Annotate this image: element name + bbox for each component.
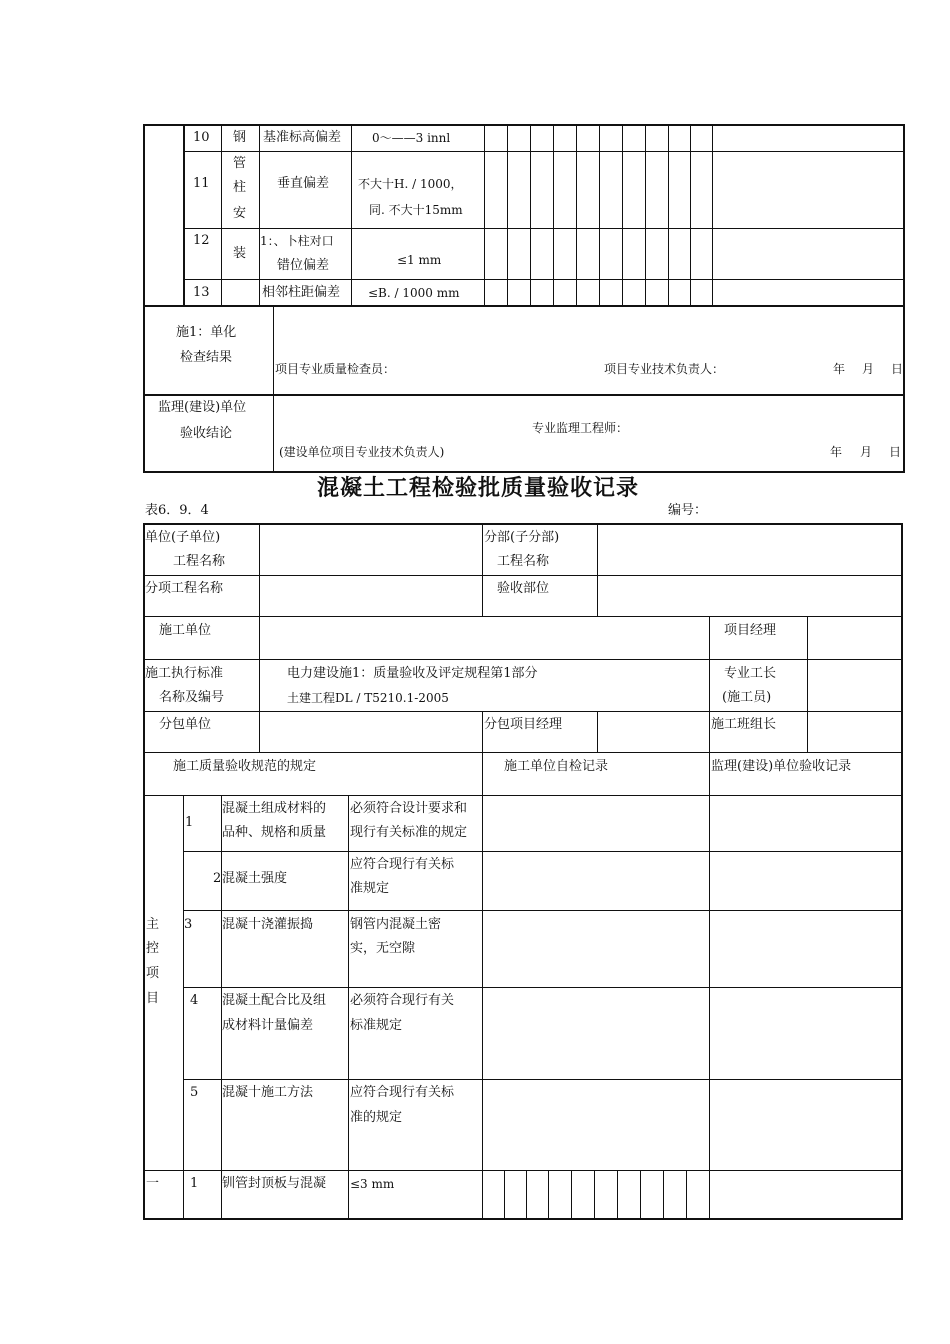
date-day: 日 [891, 362, 904, 376]
row-item: 相邻柱距偏差 [262, 285, 341, 300]
col-divider [597, 711, 598, 752]
col-divider [807, 616, 808, 752]
item-requirement: 必须符合现行有关 [350, 993, 455, 1008]
item-name: 成材料计量偏差 [222, 1018, 314, 1033]
row-standard: ≤B. / 1000 mm [368, 286, 460, 300]
general-item-mark: 一 [146, 1176, 160, 1191]
col-divider [482, 752, 483, 795]
check-result-label: 检查结果 [180, 350, 233, 365]
col-divider [183, 124, 185, 306]
foreman-label: 专业工长 [724, 666, 777, 681]
col-divider [221, 124, 222, 306]
item-requirement: 应符合现行有关标 [350, 857, 455, 872]
item-name: 品种、规格和质量 [222, 825, 327, 840]
inspector-signature-label: 项目专业质量检查员： [275, 362, 396, 376]
contractor-label: 施工单位 [159, 623, 212, 638]
date-day: 日 [889, 445, 902, 459]
self-check-header: 施工单位自检记录 [504, 759, 609, 774]
row-standard: 不大十H. / 1000， [358, 177, 463, 191]
row-divider [183, 987, 903, 988]
row-standard: ≤1 mm [397, 253, 442, 267]
col-divider [640, 1170, 641, 1220]
main-control-label-char: 控 [146, 941, 160, 956]
col-divider [668, 124, 669, 306]
group-label-char: 钢 [233, 130, 247, 145]
main-control-label-char: 目 [146, 991, 160, 1006]
supervision-header: 监理(建设)单位验收记录 [711, 759, 852, 774]
standard-label: 名称及编号 [159, 690, 225, 705]
row-divider [143, 752, 903, 753]
item-number: 2 [213, 871, 222, 886]
row-divider [183, 910, 903, 911]
col-divider [709, 795, 710, 1220]
acceptance-label: 监理(建设)单位 [158, 400, 247, 415]
row-divider [143, 394, 905, 396]
item-number: 4 [190, 993, 199, 1008]
division-name-label: 工程名称 [497, 554, 550, 569]
acceptance-label: 验收结论 [180, 426, 233, 441]
col-divider [507, 124, 508, 306]
group-label-char: 柱 [233, 180, 247, 195]
group-label-char: 装 [233, 246, 247, 261]
col-divider [482, 795, 483, 1220]
sub-pm-label: 分包项目经理 [484, 717, 563, 732]
col-divider [645, 124, 646, 306]
col-divider [571, 1170, 572, 1220]
row-divider [143, 305, 905, 307]
row-standard: 0～——3 innl [372, 131, 451, 145]
row-number: 10 [193, 130, 210, 145]
item-name: 钏管封顶板与混凝 [222, 1176, 327, 1191]
team-leader-label: 施工班组长 [711, 717, 777, 732]
col-divider [259, 523, 260, 616]
col-divider [663, 1170, 664, 1220]
col-divider [622, 124, 623, 306]
item-requirement: 应符合现行有关标 [350, 1085, 455, 1100]
row-number: 13 [193, 285, 210, 300]
row-divider [143, 616, 903, 617]
row-standard: 同. 不大十15mm [369, 203, 463, 217]
spec-header: 施工质量验收规范的规定 [173, 759, 317, 774]
row-divider [143, 711, 903, 712]
table-number: 表6．9．4 [145, 503, 209, 518]
col-divider [484, 124, 485, 306]
unit-name-label: 单位(子单位) [145, 530, 221, 545]
row-item: 1：、卜柱对口 [260, 234, 334, 248]
date-month: 月 [862, 362, 875, 376]
item-number: 1 [190, 1176, 199, 1191]
col-divider [709, 752, 710, 795]
row-divider [183, 279, 904, 280]
row-divider [143, 795, 903, 796]
col-divider [530, 124, 531, 306]
col-divider [599, 124, 600, 306]
item-requirement: 实，无空隙 [350, 941, 416, 956]
row-divider [183, 151, 904, 152]
standard-value: 电力建设施1：质量验收及评定规程第1部分 [287, 666, 538, 681]
subitem-name-label: 分项工程名称 [145, 581, 224, 596]
col-divider [686, 1170, 687, 1220]
col-divider [553, 124, 554, 306]
group-label-char: 安 [233, 206, 247, 221]
col-divider [526, 1170, 527, 1220]
item-requirement: 必须符合设计要求和 [350, 801, 468, 816]
accept-part-label: 验收部位 [497, 581, 550, 596]
item-requirement: 钢管内混凝土密 [350, 917, 442, 932]
row-number: 11 [193, 176, 210, 191]
row-item: 错位偏差 [277, 258, 330, 273]
date-year: 年 [833, 362, 846, 376]
item-name: 混凝土组成材料的 [222, 801, 327, 816]
standard-value: 土建工程DL / T5210.1-2005 [287, 691, 449, 705]
check-result-label: 施1：单化 [176, 325, 237, 340]
item-requirement: 现行有关标准的规定 [350, 825, 468, 840]
main-control-label-char: 项 [146, 966, 160, 981]
row-divider [183, 851, 903, 852]
item-name: 混凝土配合比及组 [222, 993, 327, 1008]
form-title: 混凝土工程检验批质量验收记录 [317, 476, 640, 501]
col-divider [348, 795, 349, 1220]
col-divider [482, 523, 483, 616]
col-divider [597, 523, 598, 616]
col-divider [273, 305, 274, 473]
date-year: 年 [830, 445, 843, 459]
col-divider [183, 795, 184, 1220]
top-table [143, 124, 905, 473]
col-divider [576, 124, 577, 306]
col-divider [351, 124, 352, 306]
col-divider [594, 1170, 595, 1220]
item-requirement: 准规定 [350, 881, 390, 896]
group-label-char: 管 [233, 156, 247, 171]
col-divider [548, 1170, 549, 1220]
standard-label: 施工执行标准 [145, 666, 224, 681]
item-number: 3 [184, 917, 193, 932]
item-requirement: 标准规定 [350, 1018, 403, 1033]
division-name-label: 分部(子分部) [484, 530, 560, 545]
col-divider [690, 124, 691, 306]
item-name: 混凝土强度 [222, 871, 288, 886]
item-name: 混凝十浇灌振捣 [222, 917, 314, 932]
row-item: 垂直偏差 [277, 176, 330, 191]
col-divider [259, 124, 260, 306]
item-requirement: 准的规定 [350, 1110, 403, 1125]
col-divider [617, 1170, 618, 1220]
col-divider [504, 1170, 505, 1220]
subcontractor-label: 分包单位 [159, 717, 212, 732]
col-divider [259, 616, 260, 752]
project-manager-label: 项目经理 [724, 623, 777, 638]
row-divider [143, 1170, 903, 1171]
row-number: 12 [193, 233, 210, 248]
tech-lead-signature-label: 项目专业技术负责人： [604, 362, 725, 376]
col-divider [482, 711, 483, 752]
row-item: 基准标高偏差 [263, 130, 342, 145]
col-divider [709, 711, 710, 752]
supervisor-signature-label: 专业监理工程师： [532, 421, 629, 435]
row-divider [183, 1079, 903, 1080]
col-divider [712, 124, 713, 306]
row-divider [143, 659, 903, 660]
main-control-label-char: 主 [146, 917, 160, 932]
item-requirement: ≤3 mm [350, 1177, 395, 1191]
item-number: 1 [185, 815, 194, 830]
item-number: 5 [190, 1085, 199, 1100]
item-name: 混凝十施工方法 [222, 1085, 314, 1100]
unit-name-label: 工程名称 [173, 554, 226, 569]
serial-number-label: 编号： [668, 503, 708, 518]
row-divider [143, 575, 903, 576]
col-divider [709, 616, 710, 711]
foreman-label: (施工员) [722, 690, 772, 705]
date-month: 月 [860, 445, 873, 459]
owner-signature-label: (建设单位项目专业技术负责人) [279, 445, 445, 459]
